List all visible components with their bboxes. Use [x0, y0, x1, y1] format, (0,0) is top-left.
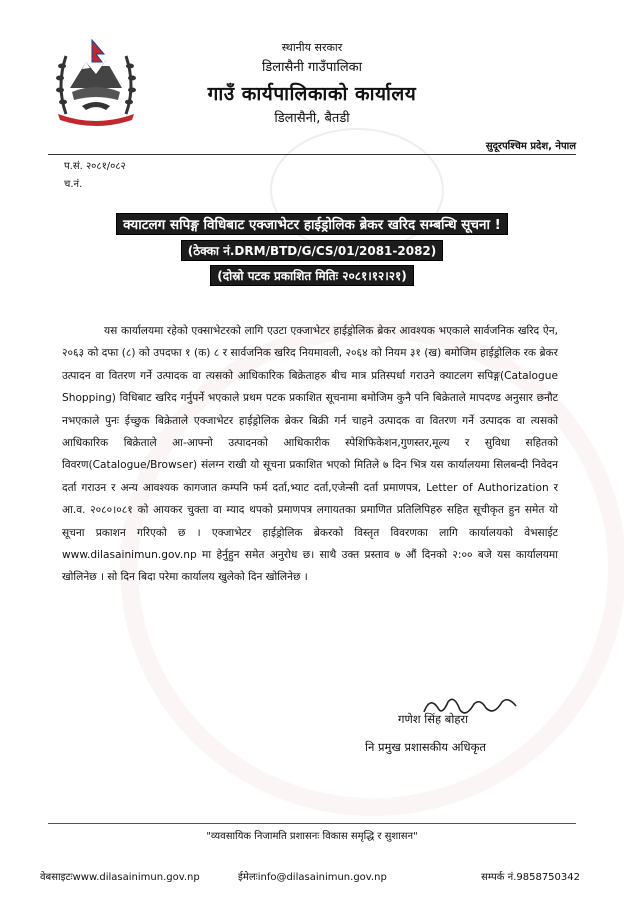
contract-number-text: (ठेक्का नं.DRM/BTD/G/CS/01/2081-2082) [181, 240, 444, 261]
header-local-government: स्थानीय सरकार [281, 41, 343, 54]
footer-divider [48, 823, 576, 824]
notice-title [0, 213, 624, 235]
header-divider [48, 154, 576, 155]
header-province: सुदूरपश्चिम प्रदेश, नेपाल [485, 141, 576, 152]
phone-label: सम्पर्क नं. [481, 872, 517, 883]
notice-body: यस कार्यालयमा रहेको एक्साभेटरको लागि एउटा एक्जाभेटर हाईड्रोलिक ब्रेकर आवश्यक भएकाले सार्वजनिक खरिद ऐन, २०६३ को दफा (८) को उपदफा १ (क) ८ र सार्वजनिक खरिद नियमावली, २०६४ को नियम ३१ (ख) बमोजिम हाईड्रोलिक रक ब्रेकर उत्पादन वा वितरण गर्ने उत्पादक वा त्यसको आधिकारिक बिक्रेताहरु बीच मात्र प्रतिस्पर्धा गराउने क्याटलग सपिङ्ग(Catalogue Shopping) विधिबाट खरिद गर्नुपर्ने भएकाले प्रथम पटक प्रकाशित सूचनामा बमोजिम कुनै पनि बिक्रेताले मापदण्ड अनुसार छनौट नभएकाले पुनः ईच्छुक बिक्रेताले एक्जाभेटर हाईड्रोलिक ब्रेकर बिक्री गर्न चाहने उत्पादक वा वितरण गर्ने उत्पादक वा त्यसको आधिकारिक बिक्रेताले आ-आफ्नो उत्पादनको आधिकारीक स्पेशिफिकेशन,गुणस्तर,मूल्य र सुविधा सहितको विवरण(Catalogue/Browser) संलग्न राखी यो सूचना प्रकाशित भएको मितिले ७ दिन भित्र यस कार्यालयमा सिलबन्दी निवेदन दर्ता गराउन र अन्य आवश्यक कागजात कम्पनि फर्म दर्ता,भ्याट दर्ता,एजेन्सी दर्ता प्रमाणपत्र, Letter of Authorization र आ.व. २०८०।०८१ को आयकर चुक्ता वा म्याद थपको प्रमाणपत्र लगायतका प्रमाणित प्रतिलिपिहरु सहित सूचीकृत हुन समेत यो सूचना प्रकाशन गरिएको छ । एक्जाभेटर हाईड्रोलिक ब्रेकरको विस्तृत विवरणका लागि कार्यालयको वेभसाईट www.dilasainimun.gov.np मा हेर्नुहुन समेत अनुरोध छ। साथै उक्त प्रस्ताव ७ औं दिनको २:०० बजे यस कार्यालयमा खोलिनेछ । सो दिन बिदा परेमा कार्यालय खुलेको दिन खोलिनेछ । [62, 325, 559, 584]
phone-number: 9858750342 [516, 872, 580, 883]
website-link[interactable]: www.dilasainimun.gov.np [72, 872, 200, 883]
email-label: ईमेलः [238, 872, 258, 883]
footer-website [40, 869, 200, 883]
website-label: वेबसाइटः [40, 872, 73, 883]
email-link[interactable]: info@dilasainimun.gov.np [257, 872, 387, 883]
notice-title-text: क्याटलग सपिङ्ग विधिबाट एक्जाभेटर हाईड्रोलिक ब्रेकर खरिद सम्बन्धि सूचना ! [116, 213, 508, 235]
header-office-name: गाउँ कार्यपालिकाको कार्यालय [207, 83, 417, 105]
header-address: डिलासैनी, बैतडी [274, 111, 350, 126]
reference-number: प.सं. २०८१/०८२ [64, 161, 126, 172]
signatory-title: नि प्रमुख प्रशासकीय अधिकृत [365, 740, 486, 754]
footer-motto: "व्यवसायिक निजामति प्रशासनः विकास समृद्धि र सुशासन" [206, 831, 418, 842]
contract-number [0, 240, 624, 261]
header-municipality: डिलासैनी गाउँपालिका [261, 60, 363, 75]
dispatch-number: च.नं. [64, 179, 83, 190]
footer-email [238, 869, 387, 883]
publish-date [0, 265, 624, 286]
footer-phone [481, 869, 580, 883]
publish-date-text: (दोस्रो पटक प्रकाशित मितिः २०८१।१२।२१) [210, 265, 414, 286]
signatory-name: गणेश सिंह बोहरा [398, 712, 469, 726]
